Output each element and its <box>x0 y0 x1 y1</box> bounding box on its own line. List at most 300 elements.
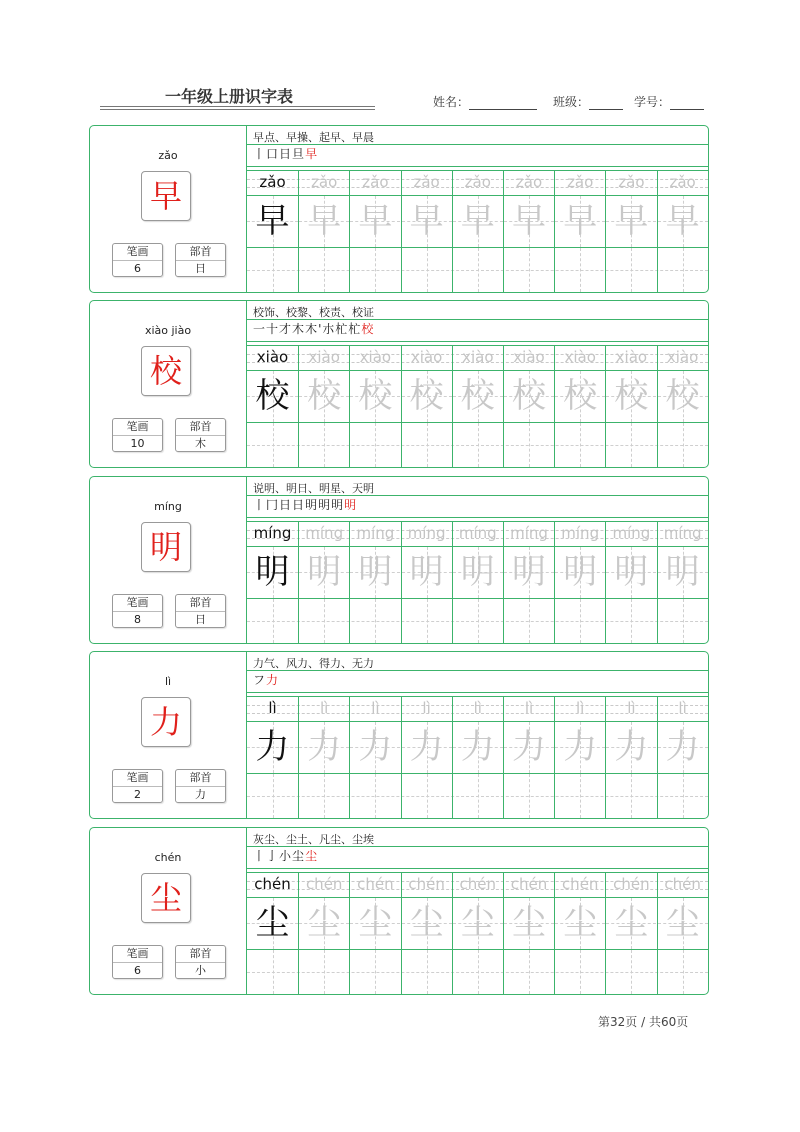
name-field[interactable] <box>433 93 537 110</box>
example-words: 说明、明日、明星、天明 <box>253 482 374 495</box>
strokes-value: 8 <box>134 613 141 626</box>
practice-cell[interactable] <box>503 872 554 994</box>
blank-square[interactable] <box>299 774 349 818</box>
blank-square[interactable] <box>402 423 452 467</box>
row-line <box>247 166 708 167</box>
char-square <box>247 722 298 773</box>
guide-vertical <box>478 599 479 643</box>
char-pinyin: zǎo <box>158 149 178 162</box>
practice-cell[interactable] <box>503 345 554 467</box>
pinyin-model: chén <box>254 875 291 893</box>
practice-cell[interactable] <box>554 696 605 818</box>
char-square <box>350 371 400 422</box>
title-rule-bottom <box>100 109 375 110</box>
char-square <box>606 898 656 949</box>
blank-square[interactable] <box>350 599 400 643</box>
char-trace: 校 <box>512 376 546 416</box>
radical-box <box>175 769 226 803</box>
row-line <box>247 341 708 342</box>
char-trace: 明 <box>614 552 649 592</box>
pinyin-trace: lì <box>524 699 534 717</box>
practice-cell[interactable] <box>605 345 656 467</box>
class-field[interactable] <box>553 93 623 110</box>
blank-square[interactable] <box>453 774 503 818</box>
blank-square[interactable] <box>299 248 349 292</box>
pinyin-trace: zǎo <box>413 173 440 191</box>
blank-square[interactable] <box>350 248 400 292</box>
char-trace: 力 <box>665 727 700 767</box>
char-square <box>299 722 349 773</box>
char-square <box>299 898 349 949</box>
guide-vertical <box>478 950 479 994</box>
pinyin-trace: zǎo <box>515 173 543 191</box>
row-line <box>247 868 708 869</box>
strokes-label: 笔画 <box>113 770 162 787</box>
practice-cell[interactable] <box>247 170 298 292</box>
char-trace: 校 <box>358 376 393 416</box>
pinyin-trace: lì <box>473 699 482 717</box>
guide-vertical <box>324 423 325 467</box>
id-label: 学号： <box>634 95 671 109</box>
char-trace: 力 <box>358 727 393 767</box>
guide-vertical <box>375 950 376 994</box>
blank-square[interactable] <box>504 248 554 292</box>
char-square <box>658 722 708 773</box>
radical-label: 部首 <box>176 244 225 261</box>
blank-square[interactable] <box>658 950 708 994</box>
char-trace: 尘 <box>409 903 444 943</box>
char-square <box>606 196 656 247</box>
practice-cell[interactable] <box>401 521 452 643</box>
stroke-order <box>253 496 357 513</box>
big-character: 尘 <box>141 873 191 923</box>
char-trace: 早 <box>665 201 700 241</box>
char-square <box>350 898 400 949</box>
char-pinyin: lì <box>164 675 172 688</box>
char-square <box>658 371 708 422</box>
stroke-step: 丨 <box>253 849 267 863</box>
practice-cell[interactable] <box>452 696 503 818</box>
practice-cell[interactable] <box>349 696 400 818</box>
blank-square[interactable] <box>658 774 708 818</box>
strokes-box <box>112 945 163 979</box>
radical-label: 部首 <box>176 946 225 963</box>
blank-square[interactable] <box>504 599 554 643</box>
row-line <box>247 517 708 518</box>
blank-square[interactable] <box>299 950 349 994</box>
stroke-step: 十 <box>266 322 280 336</box>
char-model: 尘 <box>255 903 290 943</box>
practice-cell[interactable] <box>605 872 656 994</box>
writing-grid <box>247 170 708 292</box>
practice-cell[interactable] <box>349 345 400 467</box>
student-id-field[interactable] <box>634 93 704 110</box>
char-model: 明 <box>255 552 290 592</box>
stroke-step-final: 力 <box>266 673 280 687</box>
char-square <box>402 371 452 422</box>
guide-vertical <box>683 774 684 818</box>
guide-vertical <box>683 423 684 467</box>
strokes-value: 2 <box>134 788 141 801</box>
char-square <box>247 371 298 422</box>
guide-vertical <box>580 423 581 467</box>
char-square <box>504 196 554 247</box>
char-trace: 校 <box>665 376 700 416</box>
blank-square[interactable] <box>504 774 554 818</box>
strokes-box <box>112 769 163 803</box>
blank-square[interactable] <box>606 423 656 467</box>
radical-value: 日 <box>195 262 206 275</box>
guide-vertical <box>375 248 376 292</box>
writing-grid <box>247 872 708 994</box>
stroke-step-final: 早 <box>305 147 319 161</box>
guide-vertical <box>529 950 530 994</box>
example-words: 灰尘、尘土、凡尘、尘埃 <box>253 833 374 846</box>
pinyin-trace: zǎo <box>618 173 645 191</box>
practice-cell[interactable] <box>349 872 400 994</box>
guide-vertical <box>580 599 581 643</box>
pinyin-trace: zǎo <box>464 173 491 191</box>
guide-vertical <box>324 950 325 994</box>
blank-square[interactable] <box>299 599 349 643</box>
pinyin-trace: chén <box>408 875 445 893</box>
blank-square[interactable] <box>658 599 708 643</box>
pinyin-trace: zǎo <box>669 173 696 191</box>
practice-cell[interactable] <box>247 521 298 643</box>
blank-square[interactable] <box>402 248 452 292</box>
char-trace: 明 <box>358 552 393 592</box>
pinyin-trace: lì <box>576 699 585 717</box>
guide-vertical <box>683 248 684 292</box>
char-trace: 尘 <box>358 903 393 943</box>
char-pinyin: míng <box>154 500 182 513</box>
stroke-step: 一 <box>253 322 267 336</box>
guide-vertical <box>631 950 632 994</box>
blank-square[interactable] <box>402 774 452 818</box>
practice-cell[interactable] <box>554 170 605 292</box>
char-square <box>606 722 656 773</box>
id-blank[interactable] <box>670 97 704 110</box>
blank-square[interactable] <box>555 599 605 643</box>
stroke-order <box>253 320 374 337</box>
practice-panel <box>247 652 708 818</box>
char-square <box>555 898 605 949</box>
pinyin-trace: zǎo <box>362 173 389 191</box>
practice-cell[interactable] <box>401 170 452 292</box>
blank-square[interactable] <box>247 423 298 467</box>
blank-square[interactable] <box>606 774 656 818</box>
big-character: 校 <box>141 346 191 396</box>
guide-vertical <box>529 774 530 818</box>
guide-vertical <box>375 423 376 467</box>
blank-square[interactable] <box>504 423 554 467</box>
pinyin-trace: míng <box>663 524 702 542</box>
stroke-step-final: 校 <box>361 322 375 336</box>
practice-cell[interactable] <box>503 521 554 643</box>
stroke-step: 日 <box>279 498 293 512</box>
practice-cell[interactable] <box>452 872 503 994</box>
char-trace: 校 <box>307 376 342 416</box>
pinyin-trace: xiào <box>410 348 443 366</box>
pinyin-trace: lì <box>320 699 329 717</box>
pinyin-trace: chén <box>664 875 701 893</box>
guide-vertical <box>580 248 581 292</box>
practice-panel <box>247 477 708 643</box>
char-trace: 早 <box>460 201 495 241</box>
guide-vertical <box>273 423 274 467</box>
char-info-panel <box>90 301 247 467</box>
stroke-step: 日 <box>279 147 293 161</box>
char-trace: 校 <box>563 376 598 416</box>
pinyin-trace: xiào <box>513 348 545 366</box>
pinyin-model: lì <box>268 699 277 717</box>
stroke-step: 明 <box>331 498 345 512</box>
stroke-step: 冂 <box>266 498 280 512</box>
blank-square[interactable] <box>555 774 605 818</box>
char-trace: 早 <box>358 201 393 241</box>
practice-cell[interactable] <box>452 345 503 467</box>
pinyin-trace: lì <box>627 699 636 717</box>
guide-vertical <box>631 599 632 643</box>
blank-square[interactable] <box>658 423 708 467</box>
blank-square[interactable] <box>453 950 503 994</box>
char-info-panel <box>90 126 247 292</box>
blank-square[interactable] <box>402 599 452 643</box>
character-card <box>89 300 709 468</box>
guide-vertical <box>529 248 530 292</box>
practice-cell[interactable] <box>554 872 605 994</box>
guide-vertical <box>427 774 428 818</box>
practice-cell[interactable] <box>452 521 503 643</box>
radical-value: 木 <box>195 437 206 450</box>
pinyin-trace: chén <box>357 875 394 893</box>
char-square <box>555 196 605 247</box>
strokes-label: 笔画 <box>113 244 162 261</box>
blank-square[interactable] <box>453 423 503 467</box>
name-blank[interactable] <box>469 97 537 110</box>
char-info-panel <box>90 477 247 643</box>
blank-square[interactable] <box>247 248 298 292</box>
practice-cell[interactable] <box>401 345 452 467</box>
char-square <box>504 898 554 949</box>
blank-square[interactable] <box>247 950 298 994</box>
guide-vertical <box>375 599 376 643</box>
guide-vertical <box>529 423 530 467</box>
practice-cell[interactable] <box>503 170 554 292</box>
blank-square[interactable] <box>606 950 656 994</box>
pinyin-trace: xiào <box>666 348 699 366</box>
char-square <box>555 547 605 598</box>
blank-square[interactable] <box>247 774 298 818</box>
pinyin-trace: míng <box>612 524 651 542</box>
practice-cell[interactable] <box>452 170 503 292</box>
char-square <box>299 547 349 598</box>
practice-cell[interactable] <box>401 696 452 818</box>
guide-vertical <box>375 774 376 818</box>
practice-cell[interactable] <box>657 521 708 643</box>
blank-square[interactable] <box>555 248 605 292</box>
practice-cell[interactable] <box>298 521 349 643</box>
practice-cell[interactable] <box>657 345 708 467</box>
big-character: 力 <box>141 697 191 747</box>
strokes-box <box>112 418 163 452</box>
blank-square[interactable] <box>555 950 605 994</box>
strokes-value: 6 <box>134 964 141 977</box>
char-trace: 力 <box>563 727 598 767</box>
guide-vertical <box>631 423 632 467</box>
pinyin-trace: lì <box>678 699 687 717</box>
char-square <box>350 196 400 247</box>
practice-cell[interactable] <box>247 872 298 994</box>
char-square <box>453 196 503 247</box>
pinyin-trace: xiào <box>462 348 494 366</box>
char-square <box>402 722 452 773</box>
practice-cell[interactable] <box>298 345 349 467</box>
practice-cell[interactable] <box>657 872 708 994</box>
guide-vertical <box>427 950 428 994</box>
pinyin-trace: chén <box>459 875 497 893</box>
practice-cell[interactable] <box>349 521 400 643</box>
blank-square[interactable] <box>555 423 605 467</box>
guide-vertical <box>529 599 530 643</box>
stroke-order <box>253 671 279 688</box>
worksheet-title: 一年级上册识字表 <box>165 87 294 106</box>
char-trace: 校 <box>409 376 444 416</box>
guide-vertical <box>324 774 325 818</box>
pinyin-trace: chén <box>305 875 343 893</box>
pinyin-model: zǎo <box>259 173 286 191</box>
pinyin-trace: míng <box>356 524 395 542</box>
char-trace: 力 <box>307 727 342 767</box>
char-square <box>299 196 349 247</box>
char-square <box>350 547 400 598</box>
practice-panel <box>247 126 708 292</box>
pinyin-trace: míng <box>510 524 548 542</box>
radical-value: 力 <box>195 788 206 801</box>
practice-cell[interactable] <box>503 696 554 818</box>
guide-vertical <box>427 599 428 643</box>
radical-label: 部首 <box>176 770 225 787</box>
char-trace: 早 <box>307 201 342 241</box>
practice-cell[interactable] <box>657 696 708 818</box>
blank-square[interactable] <box>453 599 503 643</box>
practice-cell[interactable] <box>349 170 400 292</box>
guide-vertical <box>273 950 274 994</box>
pinyin-trace: chén <box>613 875 650 893</box>
blank-square[interactable] <box>350 423 400 467</box>
blank-square[interactable] <box>402 950 452 994</box>
practice-cell[interactable] <box>401 872 452 994</box>
blank-square[interactable] <box>453 248 503 292</box>
char-square <box>402 547 452 598</box>
practice-cell[interactable] <box>298 696 349 818</box>
blank-square[interactable] <box>247 599 298 643</box>
char-trace: 力 <box>614 727 649 767</box>
practice-cell[interactable] <box>554 345 605 467</box>
practice-cell[interactable] <box>657 170 708 292</box>
pinyin-trace: lì <box>371 699 380 717</box>
blank-square[interactable] <box>350 774 400 818</box>
char-square <box>453 547 503 598</box>
guide-vertical <box>683 599 684 643</box>
big-character: 明 <box>141 522 191 572</box>
pinyin-trace: míng <box>561 524 600 542</box>
practice-cell[interactable] <box>605 696 656 818</box>
guide-vertical <box>273 248 274 292</box>
stroke-step: 杧 <box>335 322 349 336</box>
blank-square[interactable] <box>658 248 708 292</box>
character-card <box>89 476 709 644</box>
pinyin-trace: zǎo <box>567 173 594 191</box>
guide-vertical <box>427 423 428 467</box>
char-model: 早 <box>255 201 290 241</box>
char-trace: 尘 <box>307 903 342 943</box>
blank-square[interactable] <box>350 950 400 994</box>
example-words: 力气、风力、得力、无力 <box>253 657 374 670</box>
stroke-step: 日 <box>292 498 306 512</box>
char-model: 校 <box>255 376 290 416</box>
practice-cell[interactable] <box>298 170 349 292</box>
guide-vertical <box>324 599 325 643</box>
guide-vertical <box>324 248 325 292</box>
char-square <box>453 722 503 773</box>
character-card <box>89 827 709 995</box>
char-square <box>504 722 554 773</box>
guide-vertical <box>631 248 632 292</box>
pinyin-trace: xiào <box>615 348 648 366</box>
practice-cell[interactable] <box>605 521 656 643</box>
class-blank[interactable] <box>589 97 623 110</box>
char-square <box>299 371 349 422</box>
char-trace: 明 <box>665 552 700 592</box>
blank-square[interactable] <box>606 599 656 643</box>
guide-vertical <box>478 423 479 467</box>
stroke-step: 木 <box>292 322 306 336</box>
practice-cell[interactable] <box>298 872 349 994</box>
pinyin-trace: chén <box>561 875 599 893</box>
stroke-step: 丨 <box>253 147 267 161</box>
blank-square[interactable] <box>299 423 349 467</box>
stroke-order <box>253 847 318 864</box>
char-trace: 尘 <box>614 903 649 943</box>
stroke-step: 木' <box>305 322 323 336</box>
strokes-box <box>112 594 163 628</box>
char-trace: 力 <box>409 727 444 767</box>
radical-value: 日 <box>195 613 206 626</box>
char-square <box>555 722 605 773</box>
practice-cell[interactable] <box>605 170 656 292</box>
char-info-panel <box>90 828 247 994</box>
pinyin-trace: míng <box>458 524 497 542</box>
strokes-value: 10 <box>130 437 145 450</box>
guide-vertical <box>273 599 274 643</box>
char-square <box>247 898 298 949</box>
blank-square[interactable] <box>504 950 554 994</box>
char-info-panel <box>90 652 247 818</box>
stroke-step: 亅 <box>266 849 280 863</box>
practice-cell[interactable] <box>247 345 298 467</box>
char-trace: 明 <box>460 552 495 592</box>
stroke-step: 杧 <box>348 322 362 336</box>
char-square <box>247 196 298 247</box>
stroke-step-final: 尘 <box>305 849 319 863</box>
radical-label: 部首 <box>176 419 225 436</box>
blank-square[interactable] <box>606 248 656 292</box>
title-rule-top <box>100 106 375 107</box>
guide-vertical <box>427 248 428 292</box>
practice-cell[interactable] <box>247 696 298 818</box>
practice-cell[interactable] <box>554 521 605 643</box>
